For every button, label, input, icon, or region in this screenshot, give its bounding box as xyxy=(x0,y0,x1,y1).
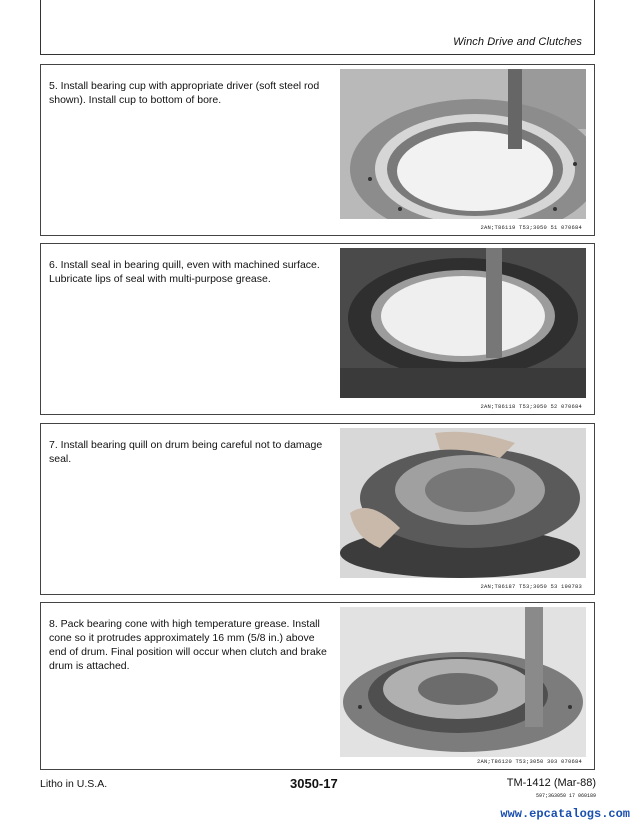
manual-id: TM-1412 (Mar-88) xyxy=(506,777,596,789)
footer-litho: Litho in U.S.A. xyxy=(40,778,108,790)
step-5-figure-code: 2AN;T86119 T53;3050 51 070684 xyxy=(480,224,582,231)
bearing-cup-photo xyxy=(340,69,586,219)
step-7-figure-code: 2AN;T86187 T53;3050 53 190783 xyxy=(480,583,582,590)
step-6-figure-code: 2AN;T86118 T53;3050 52 070684 xyxy=(480,403,582,410)
step-7-photo xyxy=(340,428,586,578)
step-7-text: 7. Install bearing quill on drum being careful not to damage seal. xyxy=(49,439,323,465)
seal-quill-photo xyxy=(340,248,586,398)
step-8-panel xyxy=(40,602,595,770)
step-5-panel xyxy=(40,64,595,236)
watermark: www.epcatalogs.com xyxy=(500,807,630,821)
step-6-panel xyxy=(40,243,595,415)
footer-code: 597;3G3050 17 060189 xyxy=(535,793,596,799)
step-8-text: 8. Pack bearing cone with high temperature grease. Install cone so it protrudes approximately 16 mm (5/8 in.) above end of drum. Final position will occur when clutch and brake drum is attached. xyxy=(49,618,327,672)
bearing-cone-photo xyxy=(340,607,586,757)
step-6-text: 6. Install seal in bearing quill, even with machined surface. Lubricate lips of seal with multi-purpose grease. xyxy=(49,259,320,285)
step-8-photo xyxy=(340,607,586,757)
page-number: 3050-17 xyxy=(290,776,338,791)
step-5-text: 5. Install bearing cup with appropriate driver (soft steel rod shown). Install cup to bottom of bore. xyxy=(49,80,320,106)
step-8-figure-code: 2AN;T86120 T53;3050 303 070684 xyxy=(476,758,582,765)
step-7-panel xyxy=(40,423,595,595)
bearing-quill-drum-photo xyxy=(340,428,586,578)
step-5-photo xyxy=(340,69,586,219)
step-6-photo xyxy=(340,248,586,398)
header-frame xyxy=(40,0,595,55)
section-title: Winch Drive and Clutches xyxy=(453,36,582,48)
